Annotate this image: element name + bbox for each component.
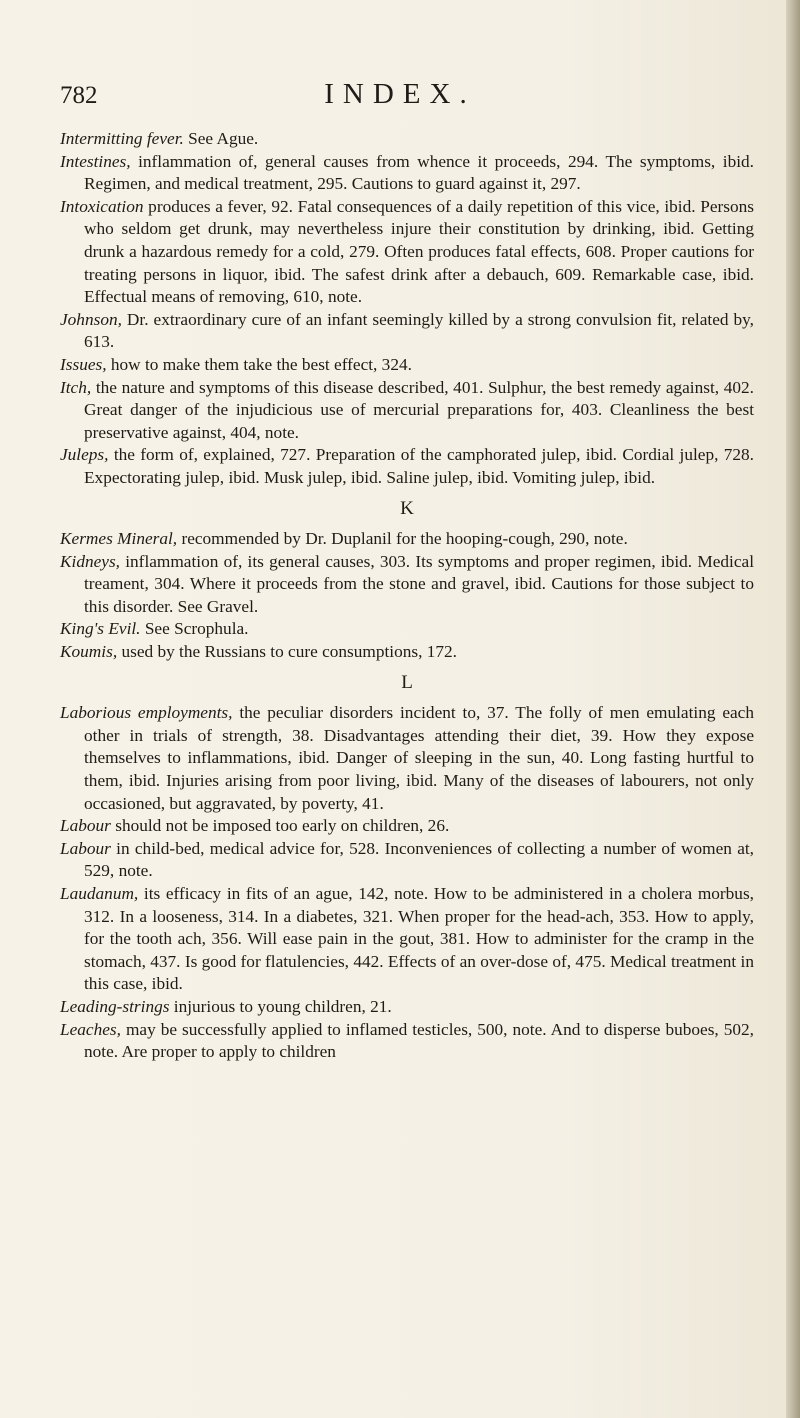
index-entry <box>60 377 754 445</box>
index-entry <box>60 996 754 1019</box>
index-entry <box>60 196 754 309</box>
index-entry <box>60 128 754 151</box>
running-head: INDEX. <box>324 78 476 110</box>
entry-headword: Labour <box>60 838 111 858</box>
page-number: 782 <box>60 82 98 109</box>
entry-headword: Intestines, <box>60 151 131 171</box>
index-entry <box>60 1019 754 1064</box>
entry-headword: Koumis, <box>60 642 118 662</box>
index-entry <box>60 838 754 883</box>
index-entry <box>60 815 754 838</box>
index-content <box>60 128 754 1064</box>
entry-text: inflammation of, its general causes, 303. Its symptoms and proper regimen, ibid. Medical treament, 304. Where it proceeds from the stone and gravel, ibid. Cautions for those subject to this disorder. See Gravel. <box>84 551 754 616</box>
entry-headword: Labour <box>60 816 111 836</box>
entry-text: how to make them take the best effect, 324. <box>106 354 412 374</box>
index-entry <box>60 551 754 619</box>
entry-text: Dr. extraordinary cure of an infant seemingly killed by a strong convulsion fit, related by, 613. <box>84 309 754 352</box>
index-entry <box>60 309 754 354</box>
entry-text: the peculiar disorders incident to, 37. The folly of men emulating each other in trials of strength, 38. Disadvantages attending their diet, 39. How they expose themselves to inflammations, ibid. Danger of sleeping in the sun, 40. Long fasting hurtful to them, ibid. Injuries arising from poor living, ibid. Many of the diseases of labourers, not only occasioned, but aggravated, by poverty, 41. <box>84 703 754 813</box>
entry-headword: Johnson, <box>60 309 122 329</box>
index-entry <box>60 641 754 664</box>
entry-headword: Itch, <box>60 377 92 397</box>
entry-headword: Kidneys, <box>60 551 120 571</box>
entry-text: inflammation of, general causes from whence it proceeds, 294. The symptoms, ibid. Regimen, and medical treatment, 295. Cautions to guard against it, 297. <box>84 151 754 194</box>
entry-text: in child-bed, medical advice for, 528. Inconveniences of collecting a number of women at, 529, note. <box>84 838 754 881</box>
entry-headword: Issues, <box>60 354 107 374</box>
entry-text: its efficacy in fits of an ague, 142, note. How to be administered in a cholera morbus, 312. In a looseness, 314. In a diabetes, 321. When proper for the head-ach, 353. How to apply, for the tooth ach, 356. Will ease pain in the gout, 381. How to administer for the cramp in the stomach, 437. Is good for flatulencies, 442. Effects of an over-dose of, 475. Medical treatment in this case, ibid. <box>84 884 754 994</box>
entry-text: injurious to young children, 21. <box>169 996 392 1016</box>
entry-text: recommended by Dr. Duplanil for the hooping-cough, 290, note. <box>177 529 628 549</box>
entry-text: produces a fever, 92. Fatal consequences of a daily repetition of this vice, ibid. Persons who seldom get drunk, may nevertheless injure their constitution by drinking, ibid. Getting drunk a hazardous remedy for a cold, 279. Often produces fatal effects, 608. Proper cautions for treating persons in liquor, ibid. The safest drink after a debauch, 609. Remarkable case, ibid. Effectual means of removing, 610, note. <box>84 196 754 307</box>
entry-headword: Intermitting fever. <box>60 129 184 148</box>
entry-text: should not be imposed too early on children, 26. <box>110 816 450 836</box>
entry-headword: Intoxication <box>60 196 144 216</box>
entry-text: the form of, explained, 727. Preparation of the camphorated julep, ibid. Cordial julep, 728. Expectorating julep, ibid. Musk julep, ibid. Saline julep, ibid. Vomiting julep, ibid. <box>84 445 754 487</box>
book-spine-shadow <box>786 0 800 1418</box>
entry-headword: Juleps, <box>60 445 109 465</box>
index-entry <box>60 883 754 996</box>
index-entry <box>60 618 754 641</box>
index-entry <box>60 354 754 377</box>
entry-text: See Ague. <box>183 129 259 148</box>
section-letter: L <box>401 671 413 693</box>
entry-headword: Laudanum, <box>60 884 139 903</box>
section-letter: K <box>400 497 414 519</box>
entry-text: may be successfully applied to inflamed testicles, 500, note. And to disperse buboes, 502, note. Are proper to apply to children <box>84 1019 754 1062</box>
index-entry <box>60 702 754 815</box>
page-header <box>60 78 740 114</box>
index-entry <box>60 444 754 489</box>
entry-headword: Leaches, <box>60 1019 121 1039</box>
entry-text: used by the Russians to cure consumptions, 172. <box>117 642 457 662</box>
index-entry <box>60 151 754 196</box>
index-entry <box>60 528 754 551</box>
entry-headword: King's Evil. <box>60 619 141 639</box>
entry-text: the nature and symptoms of this disease described, 401. Sulphur, the best remedy against, 402. Great danger of the injudicious use of mercurial preparations for, 403. Cleanliness the best preservative against, 404, note. <box>84 377 754 442</box>
entry-headword: Leading-strings <box>60 996 170 1016</box>
entry-headword: Laborious employments, <box>60 703 233 723</box>
entry-text: See Scrophula. <box>140 619 249 639</box>
entry-headword: Kermes Mineral, <box>60 529 178 549</box>
